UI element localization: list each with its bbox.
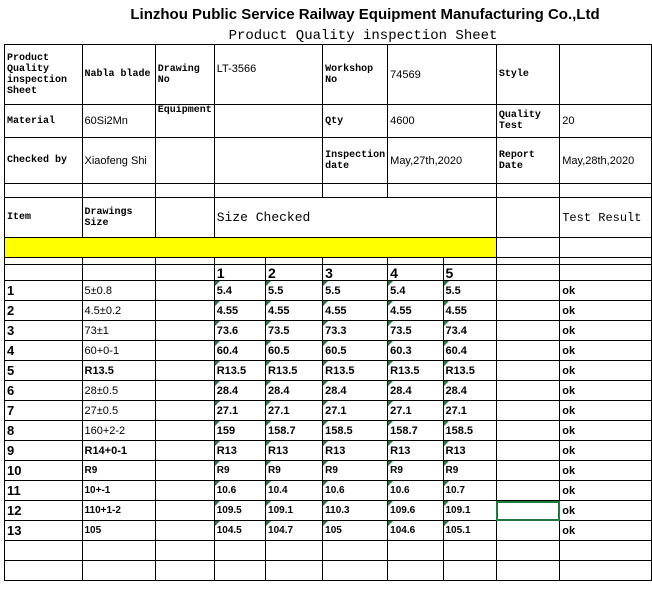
- header-test-result: Test Result: [560, 198, 652, 238]
- measured-value[interactable]: R13: [266, 441, 323, 461]
- table-row: [5, 461, 652, 481]
- value-material[interactable]: 60Si2Mn: [82, 105, 155, 138]
- test-result[interactable]: ok: [560, 341, 652, 361]
- test-result[interactable]: ok: [560, 381, 652, 401]
- test-result[interactable]: ok: [560, 461, 652, 481]
- company-title: Linzhou Public Service Railway Equipment Manufacturing Co.,Ltd: [130, 6, 600, 23]
- measured-value[interactable]: 110.3: [323, 501, 388, 521]
- table-row: [5, 341, 652, 361]
- measured-value[interactable]: 4.55: [266, 301, 323, 321]
- table-row: [5, 441, 652, 461]
- measured-value[interactable]: 60.4: [443, 341, 496, 361]
- label-drawing-no: Drawing No: [155, 45, 214, 105]
- drawing-size[interactable]: 73±1: [82, 321, 155, 341]
- empty-cell[interactable]: [155, 341, 214, 361]
- table-row: [5, 321, 652, 341]
- value-equipment[interactable]: [214, 105, 322, 138]
- measured-value[interactable]: 27.1: [388, 401, 443, 421]
- measured-value[interactable]: 104.5: [214, 521, 265, 541]
- sheet-title: Product Quality inspection Sheet: [228, 28, 498, 44]
- measured-value[interactable]: 5.4: [214, 281, 265, 301]
- measured-value[interactable]: 158.7: [266, 421, 323, 441]
- measured-value[interactable]: 109.6: [388, 501, 443, 521]
- empty-cell[interactable]: [155, 521, 214, 541]
- empty-cell[interactable]: [496, 341, 559, 361]
- empty-cell[interactable]: [496, 301, 559, 321]
- item-number[interactable]: 4: [5, 341, 83, 361]
- measured-value[interactable]: 5.5: [323, 281, 388, 301]
- inspection-table: [4, 44, 652, 581]
- empty-cell[interactable]: [496, 381, 559, 401]
- empty-cell[interactable]: [496, 521, 559, 541]
- measured-value[interactable]: 28.4: [388, 381, 443, 401]
- drawing-size[interactable]: 4.5±0.2: [82, 301, 155, 321]
- header-drawings-size: Drawings Size: [82, 198, 155, 238]
- sample-number-1: 1: [214, 265, 265, 281]
- empty-cell[interactable]: [496, 461, 559, 481]
- table-row: [5, 381, 652, 401]
- test-result[interactable]: ok: [560, 441, 652, 461]
- measured-value[interactable]: R9: [388, 461, 443, 481]
- test-result[interactable]: ok: [560, 361, 652, 381]
- measured-value[interactable]: 104.7: [266, 521, 323, 541]
- sample-number-3: 3: [323, 265, 388, 281]
- table-row: [5, 421, 652, 441]
- measured-value[interactable]: 27.1: [323, 401, 388, 421]
- label-equipment: Equipment: [155, 105, 214, 138]
- measured-value[interactable]: 27.1: [214, 401, 265, 421]
- item-number[interactable]: 12: [5, 501, 83, 521]
- value-report-date[interactable]: May,28th,2020: [560, 138, 652, 184]
- measured-value[interactable]: 27.1: [443, 401, 496, 421]
- label-inspection-date: Inspection date: [323, 138, 388, 184]
- measured-value[interactable]: 28.4: [214, 381, 265, 401]
- empty-cell[interactable]: [496, 401, 559, 421]
- label-material: Material: [5, 105, 83, 138]
- test-result[interactable]: ok: [560, 521, 652, 541]
- drawing-size[interactable]: 105: [82, 521, 155, 541]
- table-row: [5, 281, 652, 301]
- empty-cell[interactable]: [155, 198, 214, 238]
- item-number[interactable]: 8: [5, 421, 83, 441]
- sample-number-5: 5: [443, 265, 496, 281]
- table-row: [5, 361, 652, 381]
- empty-cell[interactable]: [496, 421, 559, 441]
- table-row: [5, 301, 652, 321]
- item-number[interactable]: 7: [5, 401, 83, 421]
- test-result[interactable]: ok: [560, 481, 652, 501]
- measured-value[interactable]: 73.5: [266, 321, 323, 341]
- measured-value[interactable]: 4.55: [443, 301, 496, 321]
- item-number[interactable]: 11: [5, 481, 83, 501]
- test-result[interactable]: ok: [560, 421, 652, 441]
- measured-value[interactable]: R13.5: [266, 361, 323, 381]
- measured-value[interactable]: 60.5: [323, 341, 388, 361]
- measured-value[interactable]: 10.4: [266, 481, 323, 501]
- measured-value[interactable]: R13: [323, 441, 388, 461]
- value-inspection-date[interactable]: May,27th,2020: [388, 138, 497, 184]
- measured-value[interactable]: R9: [323, 461, 388, 481]
- value-qty[interactable]: 4600: [388, 105, 497, 138]
- empty-cell[interactable]: [155, 421, 214, 441]
- drawing-size[interactable]: 160+2-2: [82, 421, 155, 441]
- empty-cell[interactable]: [496, 361, 559, 381]
- measured-value[interactable]: 5.5: [443, 281, 496, 301]
- empty-cell[interactable]: [155, 281, 214, 301]
- measured-value[interactable]: 28.4: [443, 381, 496, 401]
- item-number[interactable]: 13: [5, 521, 83, 541]
- test-result[interactable]: ok: [560, 281, 652, 301]
- drawing-size[interactable]: 28±0.5: [82, 381, 155, 401]
- header-item: Item: [5, 198, 83, 238]
- test-result[interactable]: ok: [560, 301, 652, 321]
- measured-value[interactable]: 5.5: [266, 281, 323, 301]
- sample-number-4: 4: [388, 265, 443, 281]
- measured-value[interactable]: 159: [214, 421, 265, 441]
- item-number[interactable]: 3: [5, 321, 83, 341]
- item-number[interactable]: 9: [5, 441, 83, 461]
- measured-value[interactable]: 73.6: [214, 321, 265, 341]
- label-style: Style: [496, 45, 559, 105]
- empty-cell[interactable]: [496, 481, 559, 501]
- label-checked-by: Checked by: [5, 138, 83, 184]
- drawing-size[interactable]: 27±0.5: [82, 401, 155, 421]
- measured-value[interactable]: 105: [323, 521, 388, 541]
- label-product-quality-sheet: Product Quality inspection Sheet: [5, 45, 83, 105]
- table-row: [5, 521, 652, 541]
- value-drawing-no[interactable]: LT-3566: [214, 45, 322, 105]
- item-number[interactable]: 1: [5, 281, 83, 301]
- measured-value[interactable]: R13: [388, 441, 443, 461]
- item-number[interactable]: 10: [5, 461, 83, 481]
- measured-value[interactable]: 10.6: [388, 481, 443, 501]
- measured-value[interactable]: R13.5: [388, 361, 443, 381]
- empty-cell[interactable]: [496, 441, 559, 461]
- empty-cell[interactable]: [496, 198, 559, 238]
- drawing-size[interactable]: R13.5: [82, 361, 155, 381]
- sample-number-2: 2: [266, 265, 323, 281]
- label-qty: Qty: [323, 105, 388, 138]
- drawing-size[interactable]: R9: [82, 461, 155, 481]
- measured-value[interactable]: R13: [443, 441, 496, 461]
- empty-cell[interactable]: [155, 138, 214, 184]
- measured-value[interactable]: R13: [214, 441, 265, 461]
- test-result[interactable]: ok: [560, 321, 652, 341]
- measured-value[interactable]: 109.1: [266, 501, 323, 521]
- item-number[interactable]: 6: [5, 381, 83, 401]
- measured-value[interactable]: 28.4: [323, 381, 388, 401]
- empty-cell[interactable]: [155, 321, 214, 341]
- drawing-size[interactable]: 10+-1: [82, 481, 155, 501]
- test-result[interactable]: ok: [560, 401, 652, 421]
- measured-value[interactable]: 10.7: [443, 481, 496, 501]
- empty-cell[interactable]: [155, 501, 214, 521]
- measured-value[interactable]: R13.5: [443, 361, 496, 381]
- measured-value[interactable]: R13.5: [323, 361, 388, 381]
- table-row: [5, 401, 652, 421]
- empty-cell[interactable]: [496, 501, 559, 521]
- label-quality-test: Quality Test: [496, 105, 559, 138]
- measured-value[interactable]: 109.1: [443, 501, 496, 521]
- measured-value[interactable]: 105.1: [443, 521, 496, 541]
- measured-value[interactable]: 73.4: [443, 321, 496, 341]
- value-quality-test[interactable]: 20: [560, 105, 652, 138]
- measured-value[interactable]: R13.5: [214, 361, 265, 381]
- measured-value[interactable]: 27.1: [266, 401, 323, 421]
- measured-value[interactable]: 158.5: [443, 421, 496, 441]
- empty-cell[interactable]: [214, 138, 322, 184]
- table-row: [5, 501, 652, 521]
- empty-cell[interactable]: [155, 401, 214, 421]
- measured-value[interactable]: R9: [443, 461, 496, 481]
- value-product-name[interactable]: Nabla blade: [82, 45, 155, 105]
- item-number[interactable]: 5: [5, 361, 83, 381]
- empty-cell[interactable]: [155, 461, 214, 481]
- measured-value[interactable]: 4.55: [323, 301, 388, 321]
- measured-value[interactable]: 60.3: [388, 341, 443, 361]
- value-workshop-no[interactable]: 74569: [388, 45, 497, 105]
- empty-cell[interactable]: [155, 381, 214, 401]
- measured-value[interactable]: 73.5: [388, 321, 443, 341]
- measured-value[interactable]: 60.5: [266, 341, 323, 361]
- empty-cell[interactable]: [496, 321, 559, 341]
- measured-value[interactable]: 158.5: [323, 421, 388, 441]
- drawing-size[interactable]: 5±0.8: [82, 281, 155, 301]
- measured-value[interactable]: 73.3: [323, 321, 388, 341]
- empty-cell[interactable]: [155, 441, 214, 461]
- drawing-size[interactable]: 110+1-2: [82, 501, 155, 521]
- measured-value[interactable]: 28.4: [266, 381, 323, 401]
- measured-value[interactable]: 109.5: [214, 501, 265, 521]
- label-workshop-no: Workshop No: [323, 45, 388, 105]
- label-report-date: Report Date: [496, 138, 559, 184]
- measured-value[interactable]: 5.4: [388, 281, 443, 301]
- measured-value[interactable]: R9: [214, 461, 265, 481]
- measured-value[interactable]: 4.55: [214, 301, 265, 321]
- measured-value[interactable]: 4.55: [388, 301, 443, 321]
- highlight-bar[interactable]: [5, 238, 497, 258]
- empty-cell[interactable]: [155, 481, 214, 501]
- measured-value[interactable]: 10.6: [323, 481, 388, 501]
- drawing-size[interactable]: 60+0-1: [82, 341, 155, 361]
- value-style[interactable]: [560, 45, 652, 105]
- test-result[interactable]: ok: [560, 501, 652, 521]
- empty-cell[interactable]: [155, 301, 214, 321]
- drawing-size[interactable]: R14+0-1: [82, 441, 155, 461]
- measured-value[interactable]: R9: [266, 461, 323, 481]
- measured-value[interactable]: 104.6: [388, 521, 443, 541]
- measured-value[interactable]: 158.7: [388, 421, 443, 441]
- empty-cell[interactable]: [496, 281, 559, 301]
- item-number[interactable]: 2: [5, 301, 83, 321]
- header-size-checked: Size Checked: [214, 198, 496, 238]
- measured-value[interactable]: 60.4: [214, 341, 265, 361]
- measured-value[interactable]: 10.6: [214, 481, 265, 501]
- table-row: [5, 481, 652, 501]
- value-checked-by[interactable]: Xiaofeng Shi: [82, 138, 155, 184]
- empty-cell[interactable]: [155, 361, 214, 381]
